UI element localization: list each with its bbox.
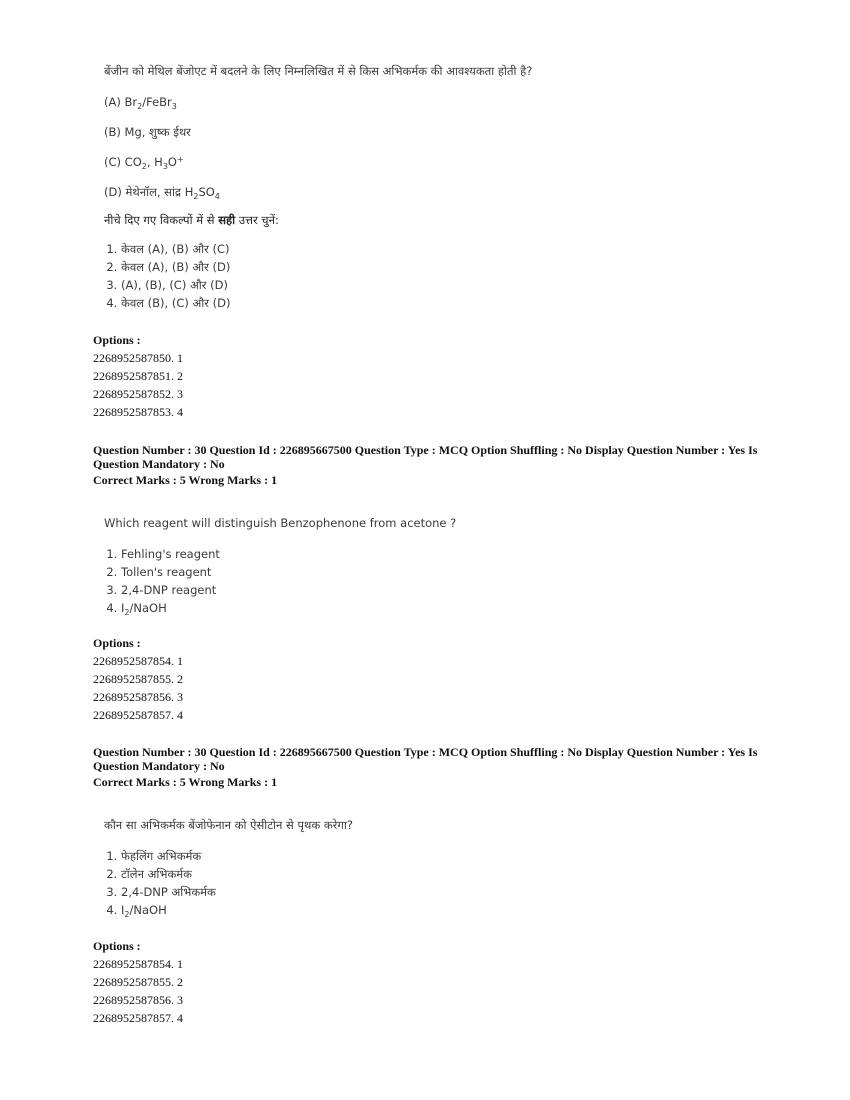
list-item: 1. केवल (A), (B) और (C) — [121, 240, 624, 258]
question-marks: Correct Marks : 5 Wrong Marks : 1 — [93, 473, 278, 487]
options-list — [93, 349, 183, 421]
statement-d: (D) मेथेनॉल, सांद्र $H_2SO_4$ — [104, 185, 220, 201]
options-list — [93, 652, 183, 724]
option-id: 2268952587853. 4 — [93, 405, 183, 419]
options-heading: Options : — [93, 636, 141, 650]
statement-a: (A) $Br_2/FeBr_3$ — [104, 95, 177, 111]
question-stem: कौन सा अभिकर्मक बेंजोफेनान को ऐसीटोन से पृथक करेगा? — [104, 818, 353, 832]
question-stem: Which reagent will distinguish Benzophenone from acetone ? — [104, 516, 457, 530]
option-id: 2268952587851. 2 — [93, 369, 183, 383]
option-id: 2268952587857. 4 — [93, 708, 183, 722]
option-id: 2268952587854. 1 — [93, 654, 183, 668]
options-heading: Options : — [93, 333, 141, 347]
choose-instruction: नीचे दिए गए विकल्पों में से सही उत्तर चुनें: — [104, 213, 279, 227]
option-id: 2268952587855. 2 — [93, 672, 183, 686]
option-id: 2268952587856. 3 — [93, 690, 183, 704]
option-id: 2268952587857. 4 — [93, 1011, 183, 1025]
list-item: 3. (A), (B), (C) और (D) — [121, 276, 624, 294]
option-id: 2268952587855. 2 — [93, 975, 183, 989]
list-item: 2. केवल (A), (B) और (D) — [121, 258, 624, 276]
question-marks: Correct Marks : 5 Wrong Marks : 1 — [93, 775, 278, 789]
list-item: 4. $I_2$/NaOH — [121, 599, 624, 617]
options-list — [93, 955, 183, 1027]
options-heading: Options : — [93, 939, 141, 953]
question-meta: Question Number : 30 Question Id : 226895667500 Question Type : MCQ Option Shuffling : No Display Question Number : Yes Is Question Mandatory : No — [93, 745, 758, 773]
answer-choices — [104, 240, 624, 312]
list-item: 2. Tollen's reagent — [121, 563, 624, 581]
question-stem: बेंजीन को मेथिल बेंजोएट में बदलने के लिए निम्नलिखित में से किस अभिकर्मक की आवश्यकता होती है? — [104, 64, 533, 78]
list-item: 4. केवल (B), (C) और (D) — [121, 294, 624, 312]
option-id: 2268952587852. 3 — [93, 387, 183, 401]
list-item: 4. $I_2$/NaOH — [121, 901, 624, 919]
answer-choices — [104, 545, 624, 617]
list-item: 1. Fehling's reagent — [121, 545, 624, 563]
question-29-hindi — [104, 63, 624, 312]
list-item: 3. 2,4-DNP अभिकर्मक — [121, 883, 624, 901]
option-id: 2268952587854. 1 — [93, 957, 183, 971]
question-30-english — [104, 515, 624, 617]
statement-c: (C) $CO_2$, $H_3O^+$ — [104, 155, 184, 171]
option-id: 2268952587856. 3 — [93, 993, 183, 1007]
list-item: 3. 2,4-DNP reagent — [121, 581, 624, 599]
answer-choices — [104, 847, 624, 919]
list-item: 2. टॉलेन अभिकर्मक — [121, 865, 624, 883]
question-30-hindi — [104, 817, 624, 919]
question-meta: Question Number : 30 Question Id : 226895667500 Question Type : MCQ Option Shuffling : No Display Question Number : Yes Is Question Mandatory : No — [93, 443, 758, 471]
list-item: 1. फेहलिंग अभिकर्मक — [121, 847, 624, 865]
statement-b: (B) Mg, शुष्क ईथर — [104, 125, 191, 139]
option-id: 2268952587850. 1 — [93, 351, 183, 365]
